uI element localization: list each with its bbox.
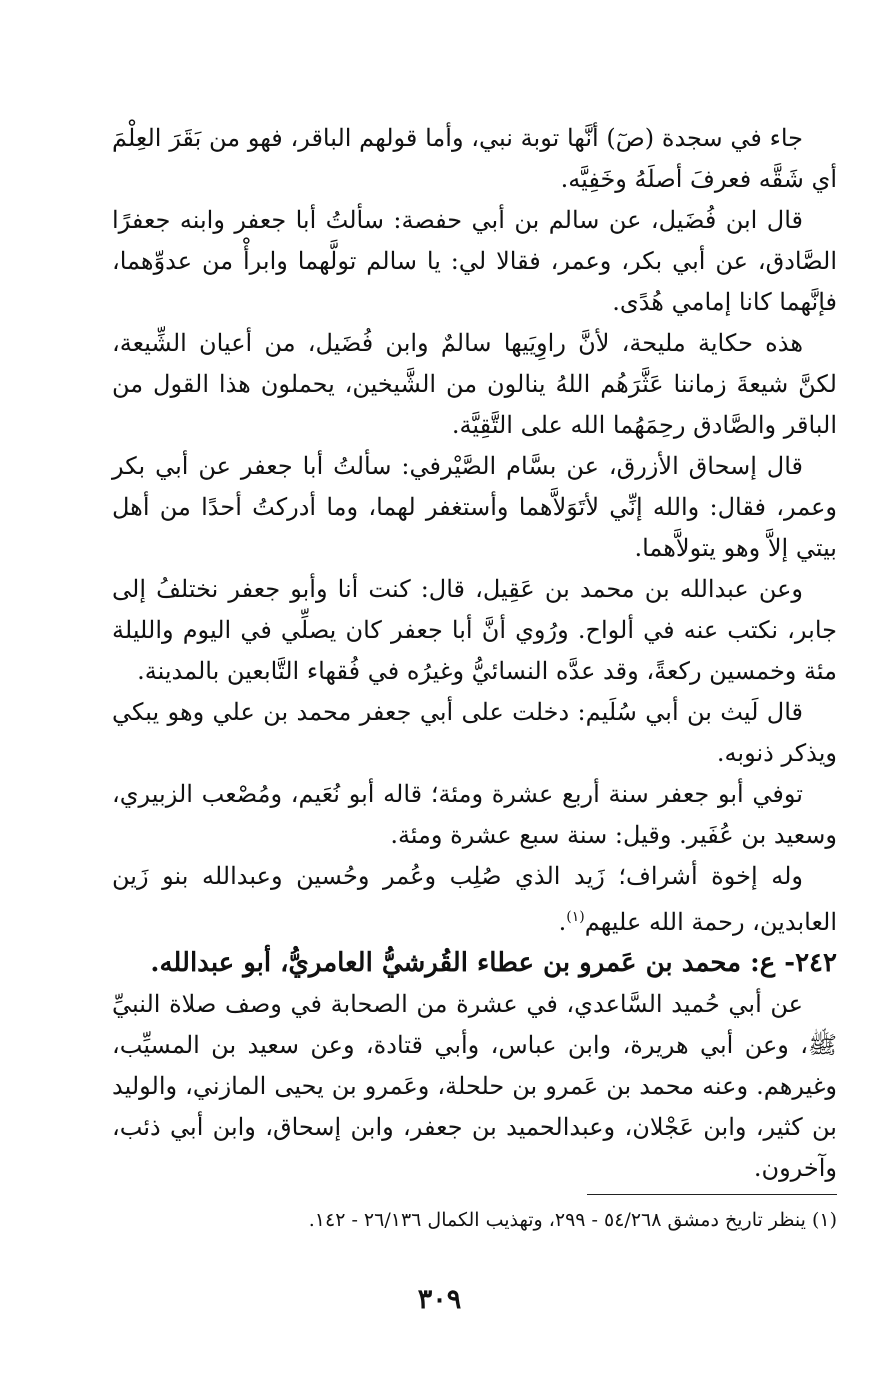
paragraph-layth: قال لَيث بن أبي سُلَيم: دخلت على أبي جعفر محمد بن علي وهو يبكي ويذكر ذنوبه. (112, 698, 837, 767)
paragraph-death-date: توفي أبو جعفر سنة أربع عشرة ومئة؛ قاله أبو نُعَيم، ومُصْعب الزبيري، وسعيد بن عُفَير. وقيل: سنة سبع عشرة ومئة. (112, 780, 837, 849)
page-number: ٣٠٩ (417, 1284, 462, 1315)
paragraph-ibn-fudayl: قال ابن فُضَيل، عن سالم بن أبي حفصة: سألتُ أبا جعفر وابنه جعفرًا الصَّادق، عن أبي بكر، وعمر، فقالا لي: يا سالم تولَّهما وابرأْ من عدوِّهما، فإنَّهما كانا إمامي هُدًى. (112, 206, 837, 316)
entry-heading: ٢٤٢- ع: محمد بن عَمرو بن عطاء القُرشيُّ العامريُّ، أبو عبدالله. (150, 948, 837, 978)
paragraph-baqir-meaning: جاء في سجدة (صٓ) أنَّها توبة نبي، وأما قولهم الباقر، فهو من بَقَرَ العِلْمَ أي شَقَّه فعرفَ أصلَهُ وخَفِيَّه. (112, 124, 837, 193)
footnote: (١) ينظر تاريخ دمشق ٥٤/٢٦٨ - ٢٩٩، وتهذيب الكمال ٢٦/١٣٦ - ١٤٢. (308, 1209, 837, 1231)
main-text (112, 118, 837, 1189)
paragraph-entry-body: عن أبي حُميد السَّاعدي، في عشرة من الصحابة في وصف صلاة النبيِّ ﷺ، وعن أبي هريرة، وابن عباس، وأبي قتادة، وعن سعيد بن المسيِّب، وغيرهم. وعنه محمد بن عَمرو بن حلحلة، وعَمرو بن يحيى المازني، والوليد بن كثير، وابن عَجْلان، وعبدالحميد بن جعفر، وابن إسحاق، وابن أبي ذئب، وآخرون. (112, 990, 837, 1182)
paragraph-abdullah-aqil: وعن عبدالله بن محمد بن عَقِيل، قال: كنت أنا وأبو جعفر نختلفُ إلى جابر، نكتب عنه في ألواح. ورُوي أنَّ أبا جعفر كان يصلِّي في اليوم والليلة مئة وخمسين ركعةً، وقد عدَّه النسائيُّ وغيرُه في فُقهاء التَّابعين بالمدينة. (112, 575, 837, 685)
paragraph-brothers-text: وله إخوة أشراف؛ زَيد الذي صُلِب وعُمر وحُسين وعبدالله بنو زَين العابدين، رحمة الله عليهم (112, 862, 837, 936)
paragraph-brothers: وله إخوة أشراف؛ زَيد الذي صُلِب وعُمر وحُسين وعبدالله بنو زَين العابدين، رحمة الله عليهم$^{(١)}$. (112, 862, 837, 936)
footnote-marker: (١) (566, 909, 585, 925)
paragraph-ishaq-azraq: قال إسحاق الأزرق، عن بسَّام الصَّيْرفي: سألتُ أبا جعفر عن أبي بكر وعمر، فقال: والله إنِّي لأتَوَلاَّهما وأستغفر لهما، وما أدركتُ أحدًا من أهل بيتي إلاَّ وهو يتولاَّهما. (112, 452, 837, 562)
footnote-divider (587, 1194, 837, 1195)
paragraph-commentary: هذه حكاية مليحة، لأنَّ راوِيَيها سالمٌ وابن فُضَيل، من أعيان الشِّيعة، لكنَّ شيعةَ زماننا عَثَّرَهُم اللهُ ينالون من الشَّيخين، يحملون هذا القول من الباقر والصَّادق رحِمَهُما الله على التَّقِيَّة. (112, 329, 837, 439)
